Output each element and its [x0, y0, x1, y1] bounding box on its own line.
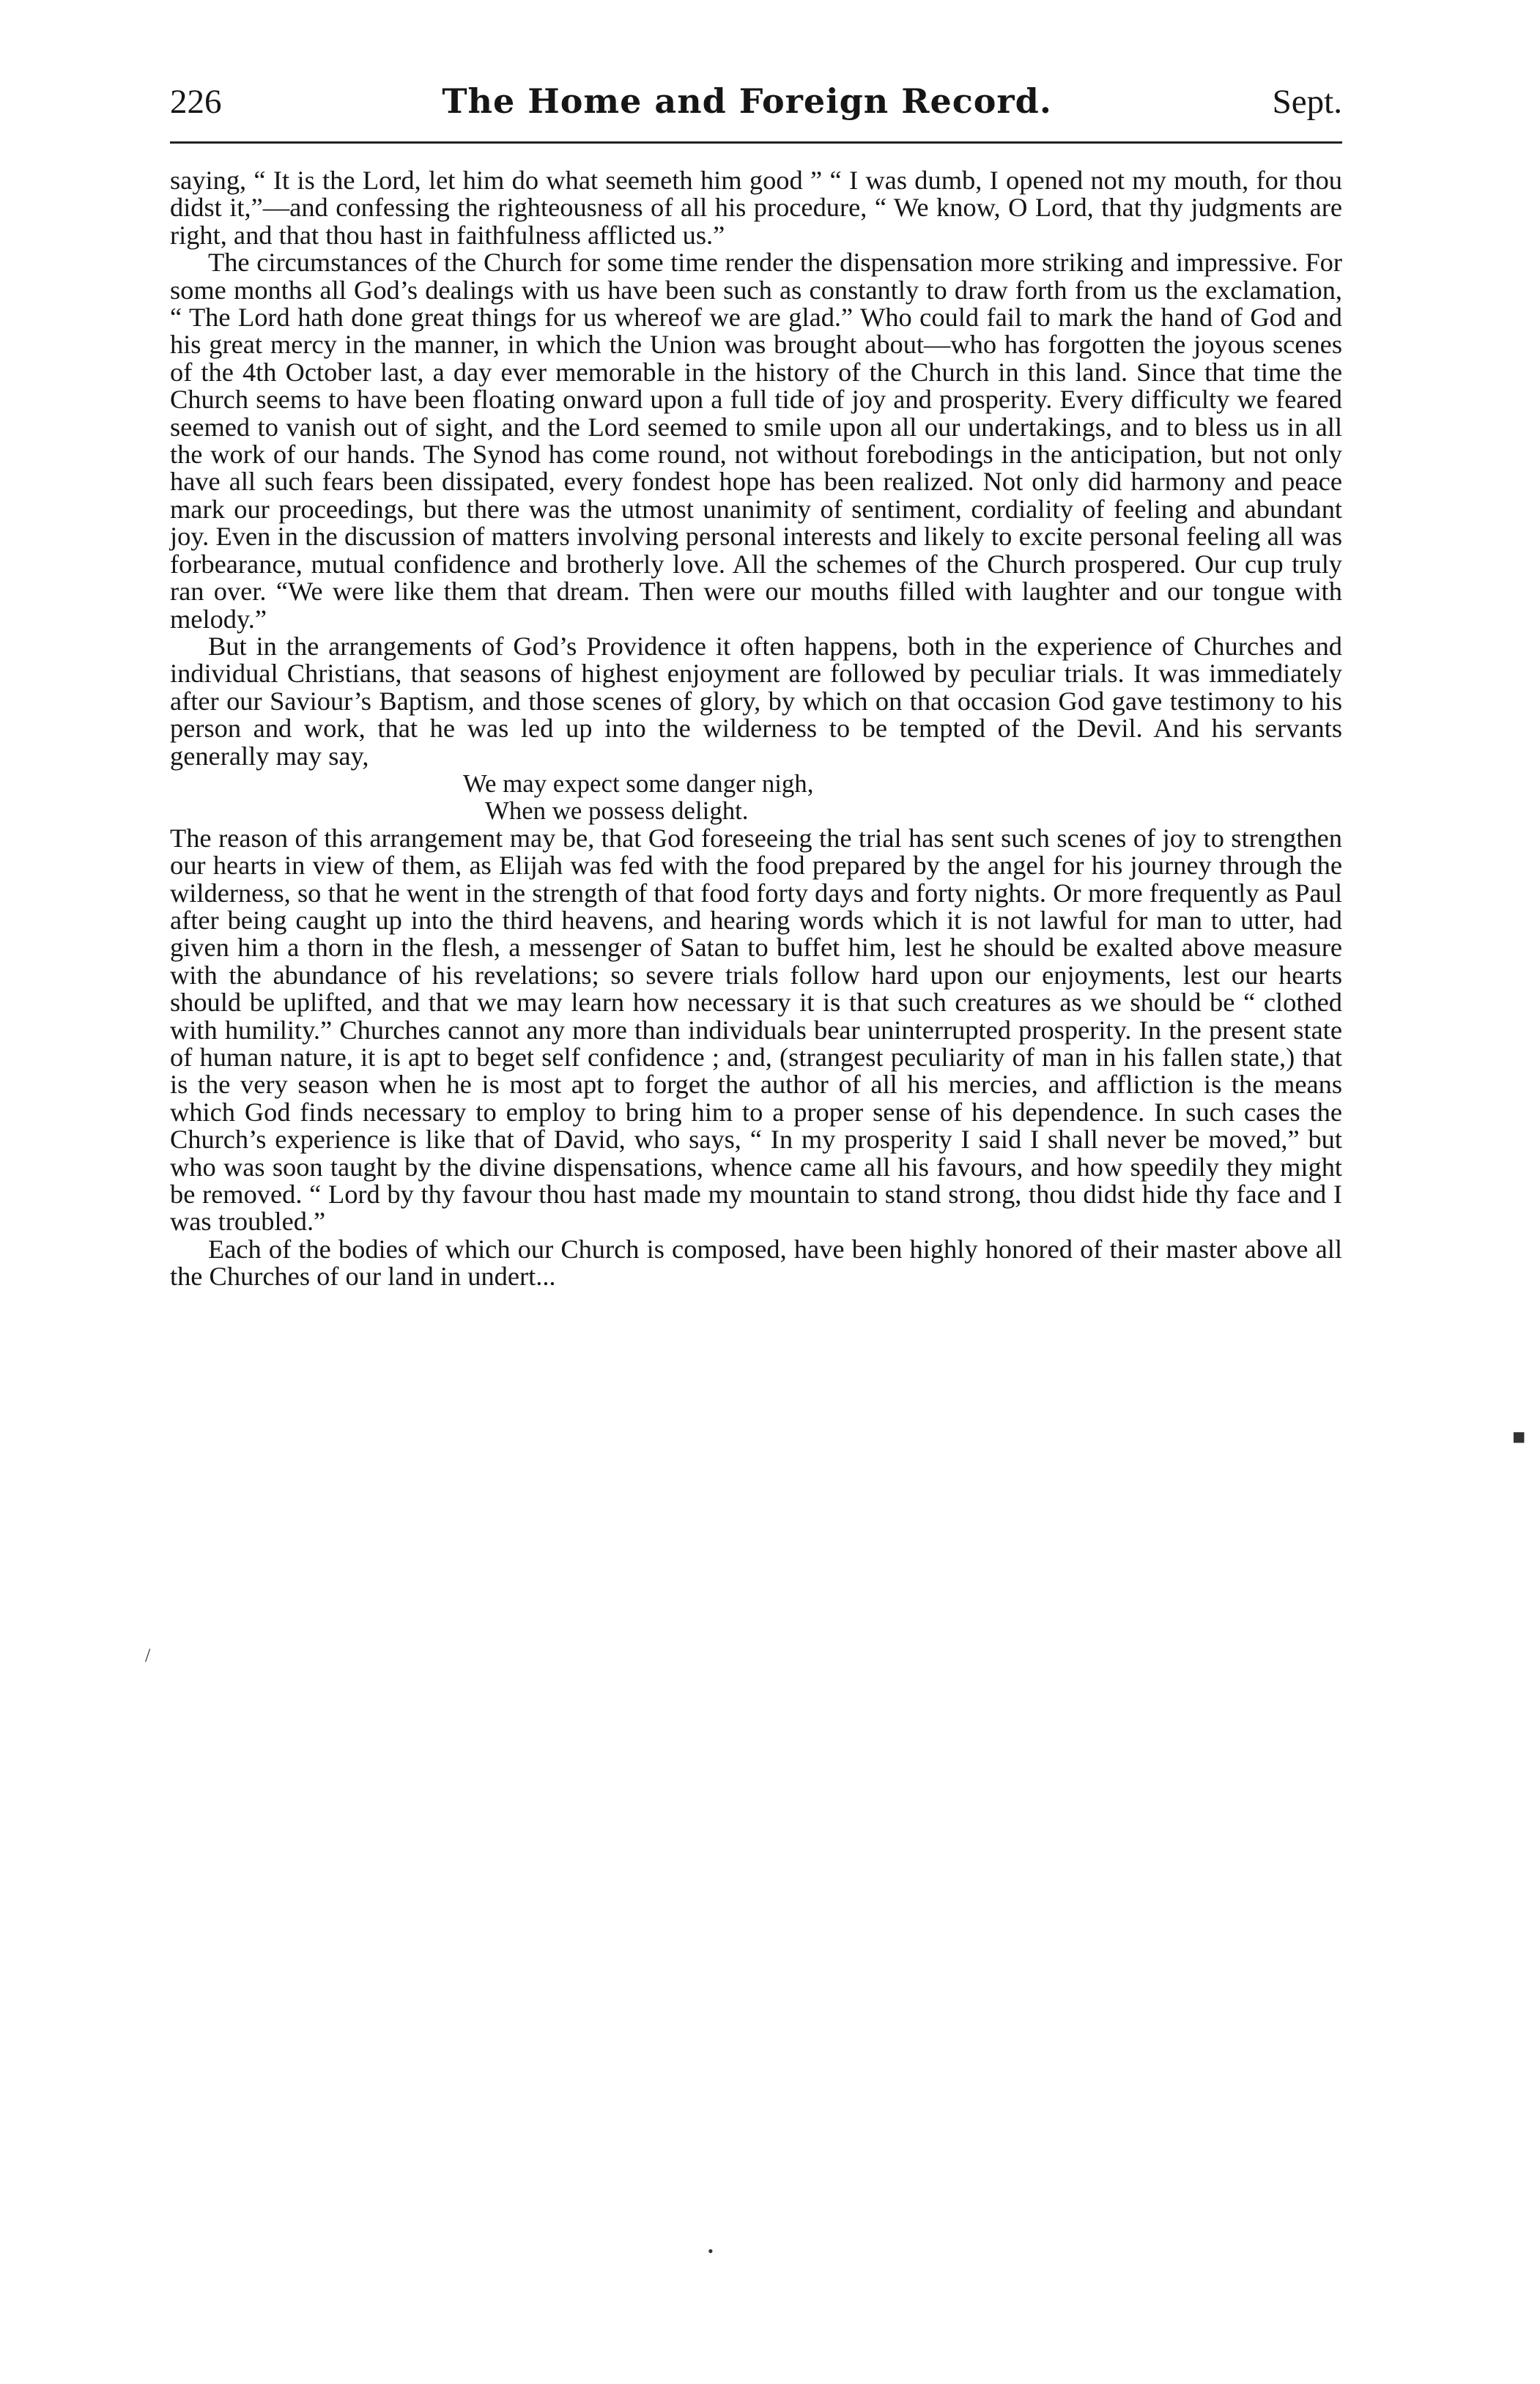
verse-line: When we possess delight. — [485, 796, 749, 826]
journal-title: The Home and Foreign Record. — [442, 81, 1052, 121]
paragraph-continuation: saying, “ It is the Lord, let him do what seemeth him good ” “ I was dumb, I opened not my mouth, for thou didst it,”—and confessing the righteousness of all his procedure, “ We know, O Lord, that thy judgments are right, and that thou hast in faithfulness afflicted us.” — [170, 166, 1342, 250]
running-head — [170, 81, 1342, 144]
verse-line: We may expect some danger nigh, — [463, 769, 814, 798]
paragraph-bodies: Each of the bodies of which our Church is composed, have been highly honored of their master above all the Churches of our land in undert... — [170, 1234, 1342, 1292]
month-label: Sept. — [1272, 83, 1342, 121]
page — [170, 81, 1342, 1291]
paragraph-reason: The reason of this arrangement may be, that God foreseeing the trial has sent such scenes of joy to strengthen our hearts in view of them, as Elijah was fed with the food prepared by the angel for his journey through the wilderness, so that he went in the strength of that food forty days and forty nights. Or more frequently as Paul after being caught up into the third heavens, and hearing words which it is not lawful for man to utter, had given him a thorn in the flesh, a messenger of Satan to buffet him, lest he should be exalted above measure with the abundance of his revelations; so severe trials follow hard upon our enjoyments, lest our hearts should be uplifted, and that we may learn how necessary it is that such creatures as we should be “ clothed with humility.” Churches cannot any more than individuals bear uninterrupted prosperity. In the present state of human nature, it is apt to beget self confidence ; and, (strangest peculiarity of man in his fallen state,) that is the very season when he is most apt to forget the author of all his mercies, and affliction is the means which God finds necessary to employ to bring him to a proper sense of his dependence. In such cases the Church’s experience is like that of David, who says, “ In my prosperity I said I shall never be moved,” but who was soon taught by the divine dispensations, whence came all his favours, and how speedily they might be removed. “ Lord by thy favour thou hast made my mountain to stand strong, thou didst hide thy face and I was troubled.” — [170, 823, 1342, 1237]
page-number: 226 — [170, 83, 222, 121]
article-body — [170, 167, 1342, 1291]
margin-mark: • — [708, 2242, 714, 2260]
margin-mark: / — [145, 1645, 151, 1666]
paragraph-providence: But in the arrangements of God’s Providence it often happens, both in the experience of Churches and individual Christians, that seasons of highest enjoyment are followed by peculiar trials. It was immediately after our Saviour’s Baptism, and those scenes of glory, by which on that occasion God gave testimony to his person and work, that he was led up into the wilderness to be tempted of the Devil. And his servants generally may say, — [170, 631, 1342, 771]
verse-quotation — [170, 770, 1342, 825]
paragraph-circumstances: The circumstances of the Church for some time render the dispensation more striking and impressive. For some months all God’s dealings with us have been such as constantly to draw forth from us the exclamation, “ The Lord hath done great things for us whereof we are glad.” Who could fail to mark the hand of God and his great mercy in the manner, in which the Union was brought about—who has forgotten the joyous scenes of the 4th October last, a day ever memorable in the history of the Church in this land. Since that time the Church seems to have been floating onward upon a full tide of joy and prosperity. Every difficulty we feared seemed to vanish out of sight, and the Lord seemed to smile upon all our undertakings, and to bless us in all the work of our hands. The Synod has come round, not without forebodings in the anticipation, but not only have all such fears been dissipated, every fondest hope has been realized. Not only did harmony and peace mark our proceedings, but there was the utmost unanimity of sentiment, cordiality of feeling and abundant joy. Even in the discussion of matters involving personal interests and likely to excite personal feeling all was forbearance, mutual confidence and brotherly love. All the schemes of the Church prospered. Our cup truly ran over. “We were like them that dream. Then were our mouths filled with laughter and our tongue with melody.” — [170, 248, 1342, 634]
margin-mark: ■ — [1512, 1425, 1526, 1449]
